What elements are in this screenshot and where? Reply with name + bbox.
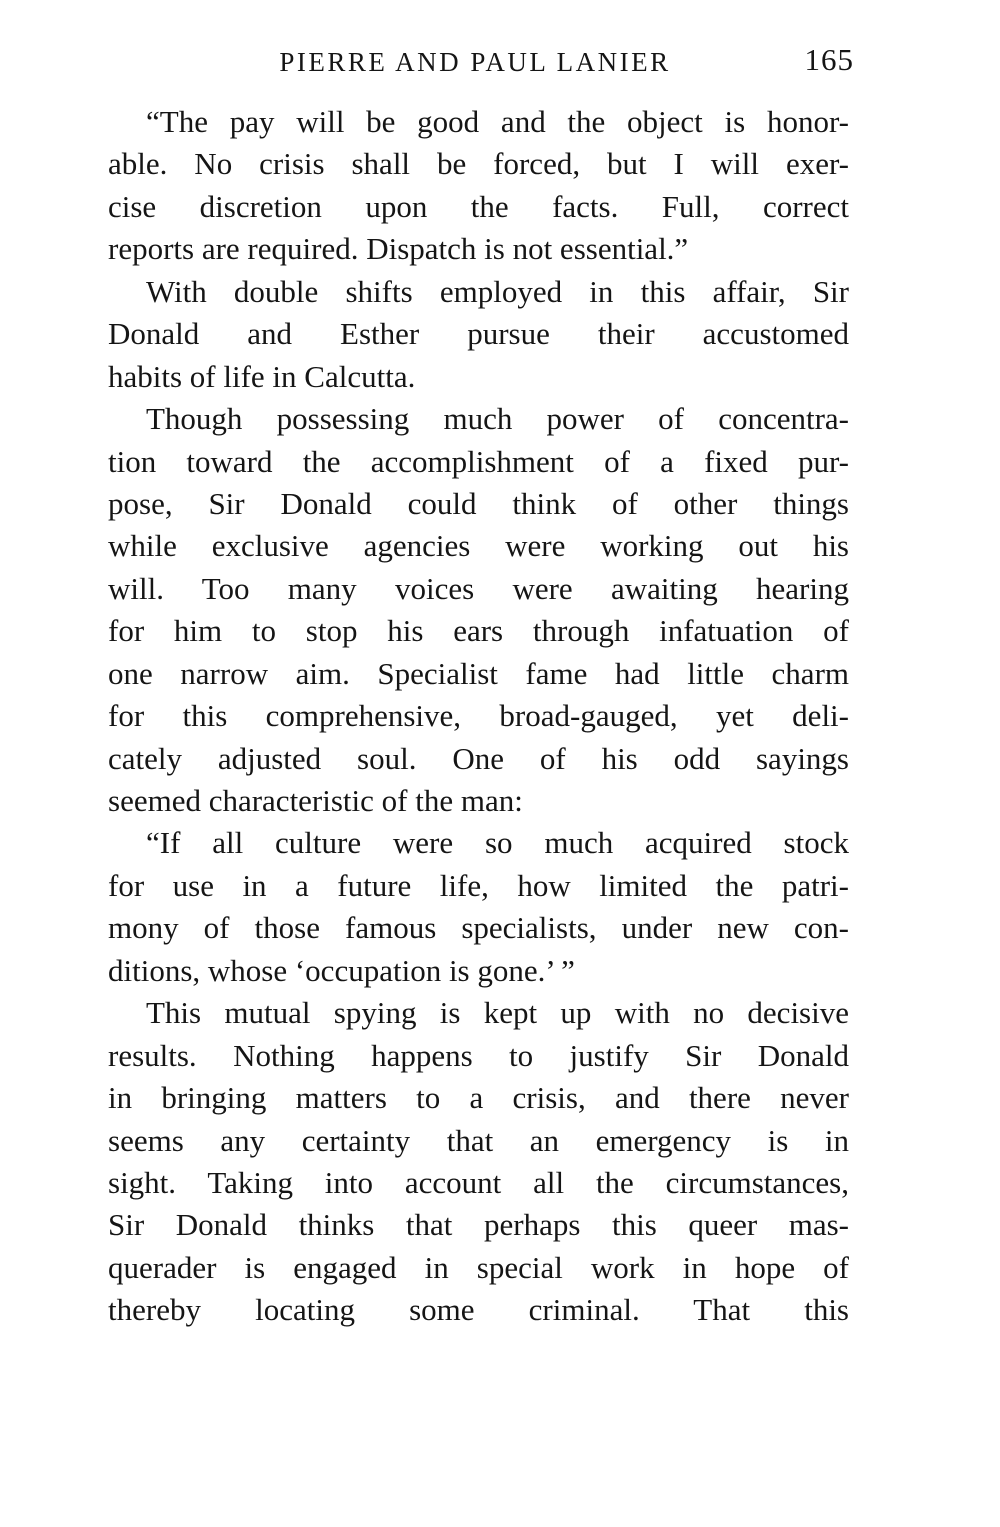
text-line: for this comprehensive, broad-gauged, yet deli- [108,698,849,734]
body-text [108,101,849,1332]
text-line: cately adjusted soul. One of his odd sayings [108,740,849,776]
text-line: able. No crisis shall be forced, but I will exer- [108,146,849,182]
text-line: thereby locating some criminal. That this [108,1292,849,1328]
text-line: while exclusive agencies were working out his [108,528,849,564]
text-line: Sir Donald thinks that perhaps this queer mas- [108,1207,849,1243]
text-line: reports are required. Dispatch is not essential.” [108,231,689,267]
text-line: results. Nothing happens to justify Sir Donald [108,1037,849,1073]
text-line: sight. Taking into account all the circumstances, [108,1164,849,1200]
text-line: cise discretion upon the facts. Full, correct [108,188,849,224]
text-line: This mutual spying is kept up with no decisive [146,995,849,1031]
text-line: ditions, whose ‘occupation is gone.’ ” [108,952,575,988]
text-line: Though possessing much power of concentra- [146,401,849,437]
text-line: in bringing matters to a crisis, and there never [108,1080,849,1116]
text-line: tion toward the accomplishment of a fixed pur- [108,443,849,479]
text-line: seems any certainty that an emergency is in [108,1122,849,1158]
running-title: PIERRE AND PAUL LANIER [279,47,671,77]
text-line: With double shifts employed in this affair, Sir [146,273,849,309]
text-line: pose, Sir Donald could think of other things [108,485,849,521]
text-line: mony of those famous specialists, under new con- [108,910,849,946]
text-line: habits of life in Calcutta. [108,358,416,394]
text-line: will. Too many voices were awaiting hearing [108,570,849,606]
text-line: for him to stop his ears through infatuation of [108,613,849,649]
page-number: 165 [804,42,854,77]
text-line: “The pay will be good and the object is honor- [146,104,849,139]
text-line: Donald and Esther pursue their accustomed [108,316,849,352]
text-line: seemed characteristic of the man: [108,783,523,818]
text-line: for use in a future life, how limited the patri- [108,867,849,903]
running-head [108,38,854,86]
text-line: “If all culture were so much acquired stock [146,825,849,861]
text-line: querader is engaged in special work in hope of [108,1249,849,1285]
text-line: one narrow aim. Specialist fame had little charm [108,655,849,691]
